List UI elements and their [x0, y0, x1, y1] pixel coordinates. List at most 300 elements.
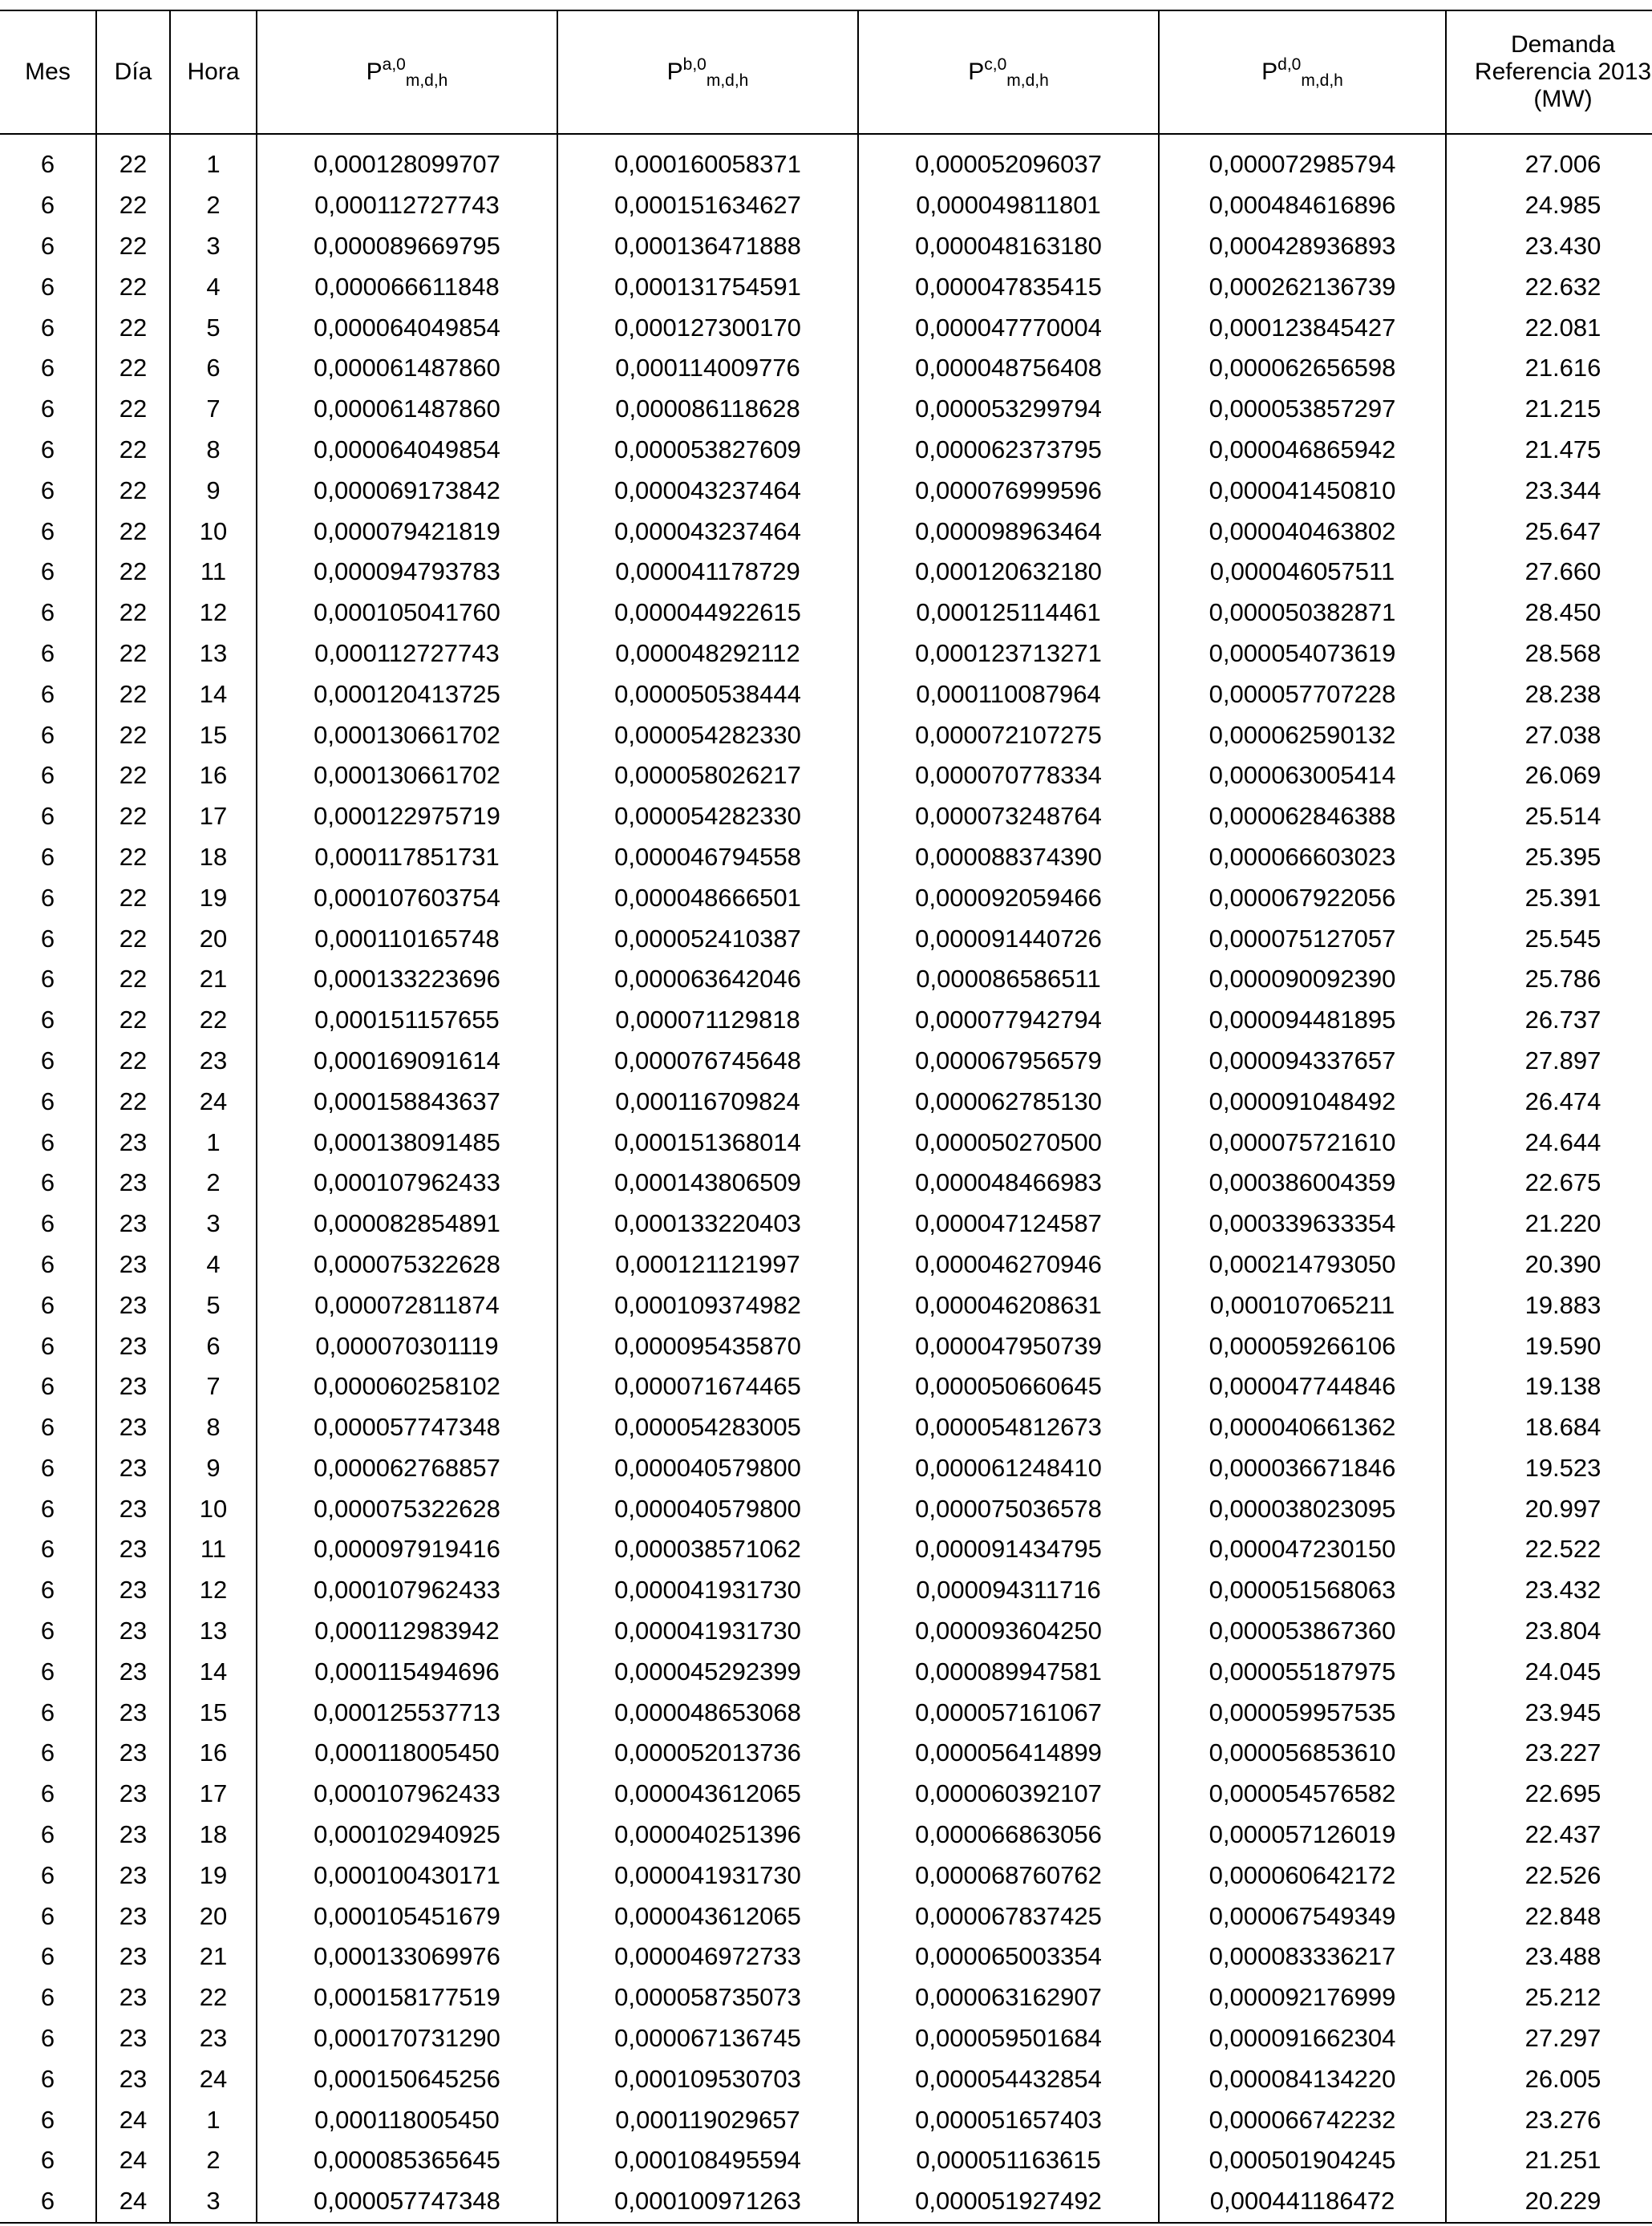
- cell-pc: 0,000067956579: [858, 1041, 1159, 1082]
- table-row: [0, 837, 1652, 878]
- cell-pb: 0,000095435870: [557, 1325, 858, 1366]
- cell-hora: 9: [170, 1448, 257, 1489]
- cell-demanda: 26.005: [1446, 2058, 1652, 2099]
- cell-mes: 6: [40, 761, 55, 790]
- cell-demanda: 26.737: [1446, 1000, 1652, 1041]
- cell-dia: 22: [96, 470, 170, 511]
- cell-pd: 0,000055187975: [1159, 1651, 1446, 1692]
- cell-pb: 0,000044922615: [557, 593, 858, 633]
- cell-mes: 6: [40, 2024, 55, 2053]
- cell-pd: 0,000067549349: [1159, 1896, 1446, 1937]
- cell-pd: 0,000063005414: [1159, 755, 1446, 796]
- cell-pd: 0,000041450810: [1159, 470, 1446, 511]
- cell-pc: 0,000062785130: [858, 1081, 1159, 1122]
- cell-hora: 23: [170, 2018, 257, 2059]
- cell-hora: 16: [170, 1733, 257, 1774]
- table-row: [0, 959, 1652, 1000]
- cell-demanda: 20.390: [1446, 1245, 1652, 1285]
- cell-mes: 6: [40, 476, 55, 504]
- cell-demanda: 21.616: [1446, 348, 1652, 389]
- table-row: [0, 1937, 1652, 1977]
- table-row: [0, 755, 1652, 796]
- table-row: [0, 1896, 1652, 1937]
- cell-dia: 22: [96, 837, 170, 878]
- cell-pb: 0,000048292112: [557, 633, 858, 674]
- cell-pa: 0,000117851731: [257, 837, 557, 878]
- cell-mes: 6: [40, 231, 55, 260]
- cell-pd: 0,000060642172: [1159, 1855, 1446, 1896]
- cell-pd: 0,000047230150: [1159, 1529, 1446, 1570]
- cell-pc: 0,000046208631: [858, 1285, 1159, 1325]
- cell-dia: 23: [96, 1163, 170, 1204]
- cell-pd: 0,000038023095: [1159, 1488, 1446, 1529]
- cell-mes: 6: [40, 1901, 55, 1930]
- cell-demanda: 27.297: [1446, 2018, 1652, 2059]
- table-row: [0, 185, 1652, 226]
- cell-pb: 0,000063642046: [557, 959, 858, 1000]
- cell-pc: 0,000047835415: [858, 266, 1159, 307]
- cell-mes: 6: [40, 1006, 55, 1034]
- cell-pa: 0,000105451679: [257, 1896, 557, 1937]
- cell-pb: 0,000048653068: [557, 1692, 858, 1733]
- table-row: [0, 430, 1652, 471]
- cell-mes: 6: [40, 1046, 55, 1075]
- cell-dia: 22: [96, 755, 170, 796]
- table-row: [0, 1325, 1652, 1366]
- cell-pa: 0,000062768857: [257, 1448, 557, 1489]
- cell-pb: 0,000041931730: [557, 1611, 858, 1652]
- cell-pd: 0,000084134220: [1159, 2058, 1446, 2099]
- cell-pd: 0,000501904245: [1159, 2140, 1446, 2181]
- header-pa-base: P: [366, 59, 383, 85]
- cell-demanda: 23.432: [1446, 1570, 1652, 1611]
- cell-pa: 0,000107962433: [257, 1163, 557, 1204]
- cell-demanda: 26.069: [1446, 755, 1652, 796]
- cell-dia: 23: [96, 1774, 170, 1815]
- cell-hora: 3: [170, 226, 257, 267]
- cell-mes: 6: [40, 354, 55, 382]
- cell-dia: 22: [96, 918, 170, 959]
- cell-pa: 0,000107962433: [257, 1570, 557, 1611]
- cell-pb: 0,000054282330: [557, 714, 858, 755]
- cell-dia: 23: [96, 1488, 170, 1529]
- cell-mes: 6: [40, 2105, 55, 2134]
- cell-pd: 0,000040661362: [1159, 1407, 1446, 1448]
- cell-hora: 5: [170, 1285, 257, 1325]
- cell-pa: 0,000107962433: [257, 1774, 557, 1815]
- cell-pc: 0,000062373795: [858, 430, 1159, 471]
- cell-hora: 17: [170, 1774, 257, 1815]
- header-pc-base: P: [968, 59, 985, 85]
- cell-pc: 0,000048163180: [858, 226, 1159, 267]
- cell-demanda: 22.848: [1446, 1896, 1652, 1937]
- cell-demanda: 19.138: [1446, 1366, 1652, 1407]
- cell-mes: 6: [40, 1168, 55, 1197]
- cell-pb: 0,000116709824: [557, 1081, 858, 1122]
- cell-hora: 11: [170, 1529, 257, 1570]
- cell-pd: 0,000054073619: [1159, 633, 1446, 674]
- cell-dia: 23: [96, 1448, 170, 1489]
- cell-pa: 0,000115494696: [257, 1651, 557, 1692]
- cell-pc: 0,000076999596: [858, 470, 1159, 511]
- table-row: [0, 511, 1652, 552]
- cell-pc: 0,000073248764: [858, 796, 1159, 837]
- cell-hora: 10: [170, 1488, 257, 1529]
- cell-mes: 6: [40, 1453, 55, 1482]
- table-row: [0, 1570, 1652, 1611]
- cell-mes: 6: [40, 1087, 55, 1115]
- cell-dia: 22: [96, 226, 170, 267]
- table-row: [0, 552, 1652, 593]
- cell-pb: 0,000100971263: [557, 2181, 858, 2223]
- cell-pd: 0,000091048492: [1159, 1081, 1446, 1122]
- cell-pc: 0,000120632180: [858, 552, 1159, 593]
- cell-demanda: 22.695: [1446, 1774, 1652, 1815]
- cell-pc: 0,000098963464: [858, 511, 1159, 552]
- cell-pb: 0,000109530703: [557, 2058, 858, 2099]
- cell-mes: 6: [40, 883, 55, 912]
- cell-pb: 0,000067136745: [557, 2018, 858, 2059]
- table-row: [0, 2181, 1652, 2223]
- header-spacer-row: [0, 134, 1652, 144]
- cell-pa: 0,000138091485: [257, 1122, 557, 1163]
- table-row: [0, 144, 1652, 185]
- cell-pd: 0,000092176999: [1159, 1977, 1446, 2018]
- cell-pa: 0,000069173842: [257, 470, 557, 511]
- cell-hora: 24: [170, 1081, 257, 1122]
- cell-pa: 0,000070301119: [257, 1325, 557, 1366]
- cell-pd: 0,000066603023: [1159, 837, 1446, 878]
- cell-dia: 23: [96, 2058, 170, 2099]
- cell-demanda: 27.006: [1446, 144, 1652, 185]
- cell-pb: 0,000043612065: [557, 1896, 858, 1937]
- cell-hora: 3: [170, 2181, 257, 2223]
- cell-pd: 0,000036671846: [1159, 1448, 1446, 1489]
- cell-mes: 6: [40, 191, 55, 220]
- cell-pc: 0,000047950739: [858, 1325, 1159, 1366]
- cell-pb: 0,000143806509: [557, 1163, 858, 1204]
- cell-demanda: 28.450: [1446, 593, 1652, 633]
- header-pa: [257, 10, 557, 134]
- header-pc: [858, 10, 1159, 134]
- cell-demanda: 23.430: [1446, 226, 1652, 267]
- cell-pb: 0,000041178729: [557, 552, 858, 593]
- table-row: [0, 470, 1652, 511]
- cell-pa: 0,000151157655: [257, 1000, 557, 1041]
- cell-mes: 6: [40, 557, 55, 586]
- cell-hora: 22: [170, 1000, 257, 1041]
- cell-hora: 21: [170, 959, 257, 1000]
- table-row: [0, 307, 1652, 348]
- cell-mes: 6: [40, 924, 55, 953]
- cell-dia: 23: [96, 1937, 170, 1977]
- cell-pc: 0,000049811801: [858, 185, 1159, 226]
- table-row: [0, 1081, 1652, 1122]
- cell-dia: 23: [96, 1122, 170, 1163]
- cell-demanda: 21.251: [1446, 2140, 1652, 2181]
- cell-pd: 0,000066742232: [1159, 2099, 1446, 2140]
- cell-pb: 0,000040251396: [557, 1815, 858, 1856]
- header-mes: Mes: [0, 10, 96, 134]
- cell-pd: 0,000053857297: [1159, 389, 1446, 430]
- cell-mes: 6: [40, 1942, 55, 1971]
- cell-pc: 0,000063162907: [858, 1977, 1159, 2018]
- table-row: [0, 1366, 1652, 1407]
- cell-pa: 0,000170731290: [257, 2018, 557, 2059]
- cell-pb: 0,000109374982: [557, 1285, 858, 1325]
- cell-pb: 0,000151634627: [557, 185, 858, 226]
- cell-pa: 0,000169091614: [257, 1041, 557, 1082]
- cell-pd: 0,000107065211: [1159, 1285, 1446, 1325]
- cell-mes: 6: [40, 598, 55, 627]
- cell-pb: 0,000121121997: [557, 1245, 858, 1285]
- cell-dia: 24: [96, 2140, 170, 2181]
- cell-hora: 12: [170, 1570, 257, 1611]
- cell-hora: 17: [170, 796, 257, 837]
- cell-pb: 0,000041931730: [557, 1855, 858, 1896]
- header-row: [0, 10, 1652, 134]
- cell-pc: 0,000125114461: [858, 593, 1159, 633]
- cell-mes: 6: [40, 1617, 55, 1645]
- table-row: [0, 1651, 1652, 1692]
- cell-mes: 6: [40, 679, 55, 708]
- cell-mes: 6: [40, 1413, 55, 1442]
- table-row: [0, 1529, 1652, 1570]
- table-row: [0, 1448, 1652, 1489]
- cell-pa: 0,000066611848: [257, 266, 557, 307]
- cell-demanda: 19.523: [1446, 1448, 1652, 1489]
- cell-dia: 24: [96, 2181, 170, 2223]
- header-pb-base: P: [666, 59, 683, 85]
- cell-pc: 0,000123713271: [858, 633, 1159, 674]
- cell-pd: 0,000091662304: [1159, 2018, 1446, 2059]
- cell-mes: 6: [40, 1372, 55, 1401]
- table-row: [0, 226, 1652, 267]
- cell-dia: 22: [96, 552, 170, 593]
- demand-profile-table: [0, 10, 1652, 2224]
- cell-pb: 0,000133220403: [557, 1204, 858, 1245]
- cell-hora: 2: [170, 185, 257, 226]
- cell-demanda: 25.391: [1446, 877, 1652, 918]
- cell-demanda: 27.038: [1446, 714, 1652, 755]
- cell-pc: 0,000051927492: [858, 2181, 1159, 2223]
- cell-pc: 0,000066863056: [858, 1815, 1159, 1856]
- table-row: [0, 2058, 1652, 2099]
- header-pb-sup: b,0: [682, 55, 707, 74]
- cell-hora: 6: [170, 348, 257, 389]
- cell-pa: 0,000130661702: [257, 755, 557, 796]
- cell-mes: 6: [40, 516, 55, 545]
- cell-pa: 0,000158177519: [257, 1977, 557, 2018]
- cell-hora: 5: [170, 307, 257, 348]
- cell-pb: 0,000054283005: [557, 1407, 858, 1448]
- cell-demanda: 25.647: [1446, 511, 1652, 552]
- cell-pa: 0,000057747348: [257, 2181, 557, 2223]
- cell-mes: 6: [40, 150, 55, 179]
- cell-hora: 14: [170, 1651, 257, 1692]
- cell-demanda: 20.229: [1446, 2181, 1652, 2223]
- cell-hora: 14: [170, 674, 257, 714]
- cell-dia: 22: [96, 633, 170, 674]
- cell-dia: 23: [96, 1325, 170, 1366]
- cell-pb: 0,000043237464: [557, 470, 858, 511]
- cell-pa: 0,000110165748: [257, 918, 557, 959]
- cell-pb: 0,000045292399: [557, 1651, 858, 1692]
- cell-dia: 22: [96, 1041, 170, 1082]
- cell-pc: 0,000047124587: [858, 1204, 1159, 1245]
- cell-hora: 1: [170, 144, 257, 185]
- cell-pd: 0,000062656598: [1159, 348, 1446, 389]
- cell-demanda: 28.238: [1446, 674, 1652, 714]
- cell-pa: 0,000133223696: [257, 959, 557, 1000]
- table-body: [0, 134, 1652, 2223]
- cell-dia: 24: [96, 2099, 170, 2140]
- header-demanda-line2: Referencia 2013: [1474, 59, 1652, 85]
- cell-mes: 6: [40, 1820, 55, 1849]
- cell-dia: 23: [96, 2018, 170, 2059]
- table-row: [0, 1815, 1652, 1856]
- cell-pc: 0,000075036578: [858, 1488, 1159, 1529]
- cell-pa: 0,000075322628: [257, 1245, 557, 1285]
- cell-pc: 0,000046270946: [858, 1245, 1159, 1285]
- cell-pd: 0,000057707228: [1159, 674, 1446, 714]
- table-row: [0, 389, 1652, 430]
- cell-dia: 22: [96, 674, 170, 714]
- cell-pb: 0,000136471888: [557, 226, 858, 267]
- cell-mes: 6: [40, 1698, 55, 1726]
- table-row: [0, 1733, 1652, 1774]
- cell-dia: 22: [96, 389, 170, 430]
- cell-mes: 6: [40, 1576, 55, 1605]
- cell-pc: 0,000067837425: [858, 1896, 1159, 1937]
- cell-dia: 22: [96, 511, 170, 552]
- cell-mes: 6: [40, 2146, 55, 2175]
- cell-pc: 0,000050270500: [858, 1122, 1159, 1163]
- cell-pb: 0,000043612065: [557, 1774, 858, 1815]
- cell-hora: 4: [170, 266, 257, 307]
- cell-demanda: 25.212: [1446, 1977, 1652, 2018]
- table-row: [0, 796, 1652, 837]
- cell-pd: 0,000047744846: [1159, 1366, 1446, 1407]
- cell-pd: 0,000214793050: [1159, 1245, 1446, 1285]
- header-demanda: [1446, 10, 1652, 134]
- cell-pc: 0,000051657403: [858, 2099, 1159, 2140]
- cell-demanda: 23.344: [1446, 470, 1652, 511]
- header-demanda-line1: Demanda: [1510, 31, 1616, 58]
- cell-dia: 22: [96, 1081, 170, 1122]
- cell-pc: 0,000086586511: [858, 959, 1159, 1000]
- cell-hora: 19: [170, 877, 257, 918]
- cell-pd: 0,000059266106: [1159, 1325, 1446, 1366]
- cell-pa: 0,000118005450: [257, 2099, 557, 2140]
- cell-mes: 6: [40, 1535, 55, 1564]
- cell-pd: 0,000094337657: [1159, 1041, 1446, 1082]
- table-row: [0, 2018, 1652, 2059]
- cell-pc: 0,000091434795: [858, 1529, 1159, 1570]
- cell-demanda: 27.660: [1446, 552, 1652, 593]
- cell-demanda: 22.632: [1446, 266, 1652, 307]
- cell-pd: 0,000075721610: [1159, 1122, 1446, 1163]
- cell-pd: 0,000339633354: [1159, 1204, 1446, 1245]
- cell-hora: 11: [170, 552, 257, 593]
- cell-hora: 13: [170, 633, 257, 674]
- cell-dia: 22: [96, 185, 170, 226]
- table-row: [0, 1245, 1652, 1285]
- cell-hora: 24: [170, 2058, 257, 2099]
- cell-mes: 6: [40, 1331, 55, 1360]
- cell-pb: 0,000040579800: [557, 1448, 858, 1489]
- cell-demanda: 24.045: [1446, 1651, 1652, 1692]
- cell-pb: 0,000041931730: [557, 1570, 858, 1611]
- cell-pd: 0,000072985794: [1159, 144, 1446, 185]
- cell-mes: 6: [40, 720, 55, 749]
- cell-pb: 0,000046972733: [557, 1937, 858, 1977]
- cell-pd: 0,000051568063: [1159, 1570, 1446, 1611]
- cell-pa: 0,000133069976: [257, 1937, 557, 1977]
- cell-pa: 0,000107603754: [257, 877, 557, 918]
- cell-demanda: 28.568: [1446, 633, 1652, 674]
- cell-hora: 9: [170, 470, 257, 511]
- cell-hora: 20: [170, 918, 257, 959]
- cell-pc: 0,000057161067: [858, 1692, 1159, 1733]
- cell-pa: 0,000158843637: [257, 1081, 557, 1122]
- cell-pb: 0,000076745648: [557, 1041, 858, 1082]
- header-pb-sub: m,d,h: [706, 71, 749, 90]
- cell-pc: 0,000048756408: [858, 348, 1159, 389]
- table-row: [0, 1041, 1652, 1082]
- cell-mes: 6: [40, 1657, 55, 1686]
- cell-dia: 23: [96, 1692, 170, 1733]
- header-pa-sub: m,d,h: [405, 71, 448, 90]
- cell-mes: 6: [40, 638, 55, 667]
- header-pd: [1159, 10, 1446, 134]
- table-row: [0, 1285, 1652, 1325]
- cell-mes: 6: [40, 313, 55, 342]
- cell-pa: 0,000085365645: [257, 2140, 557, 2181]
- cell-pb: 0,000108495594: [557, 2140, 858, 2181]
- cell-pa: 0,000128099707: [257, 144, 557, 185]
- cell-demanda: 19.883: [1446, 1285, 1652, 1325]
- header-dia: Día: [96, 10, 170, 134]
- cell-pd: 0,000123845427: [1159, 307, 1446, 348]
- table-row: [0, 714, 1652, 755]
- table-row: [0, 1122, 1652, 1163]
- cell-pc: 0,000047770004: [858, 307, 1159, 348]
- cell-mes: 6: [40, 1738, 55, 1767]
- cell-demanda: 24.985: [1446, 185, 1652, 226]
- cell-hora: 1: [170, 2099, 257, 2140]
- cell-demanda: 20.997: [1446, 1488, 1652, 1529]
- cell-dia: 22: [96, 348, 170, 389]
- cell-hora: 12: [170, 593, 257, 633]
- cell-pc: 0,000060392107: [858, 1774, 1159, 1815]
- cell-hora: 13: [170, 1611, 257, 1652]
- cell-pc: 0,000089947581: [858, 1651, 1159, 1692]
- cell-hora: 3: [170, 1204, 257, 1245]
- cell-demanda: 22.522: [1446, 1529, 1652, 1570]
- cell-dia: 23: [96, 1407, 170, 1448]
- header-pd-sub: m,d,h: [1301, 71, 1343, 90]
- cell-demanda: 22.526: [1446, 1855, 1652, 1896]
- cell-demanda: 21.475: [1446, 430, 1652, 471]
- cell-dia: 23: [96, 1896, 170, 1937]
- cell-pd: 0,000484616896: [1159, 185, 1446, 226]
- table-row: [0, 633, 1652, 674]
- cell-dia: 23: [96, 1204, 170, 1245]
- cell-pa: 0,000097919416: [257, 1529, 557, 1570]
- cell-dia: 23: [96, 1285, 170, 1325]
- cell-pb: 0,000058735073: [557, 1977, 858, 2018]
